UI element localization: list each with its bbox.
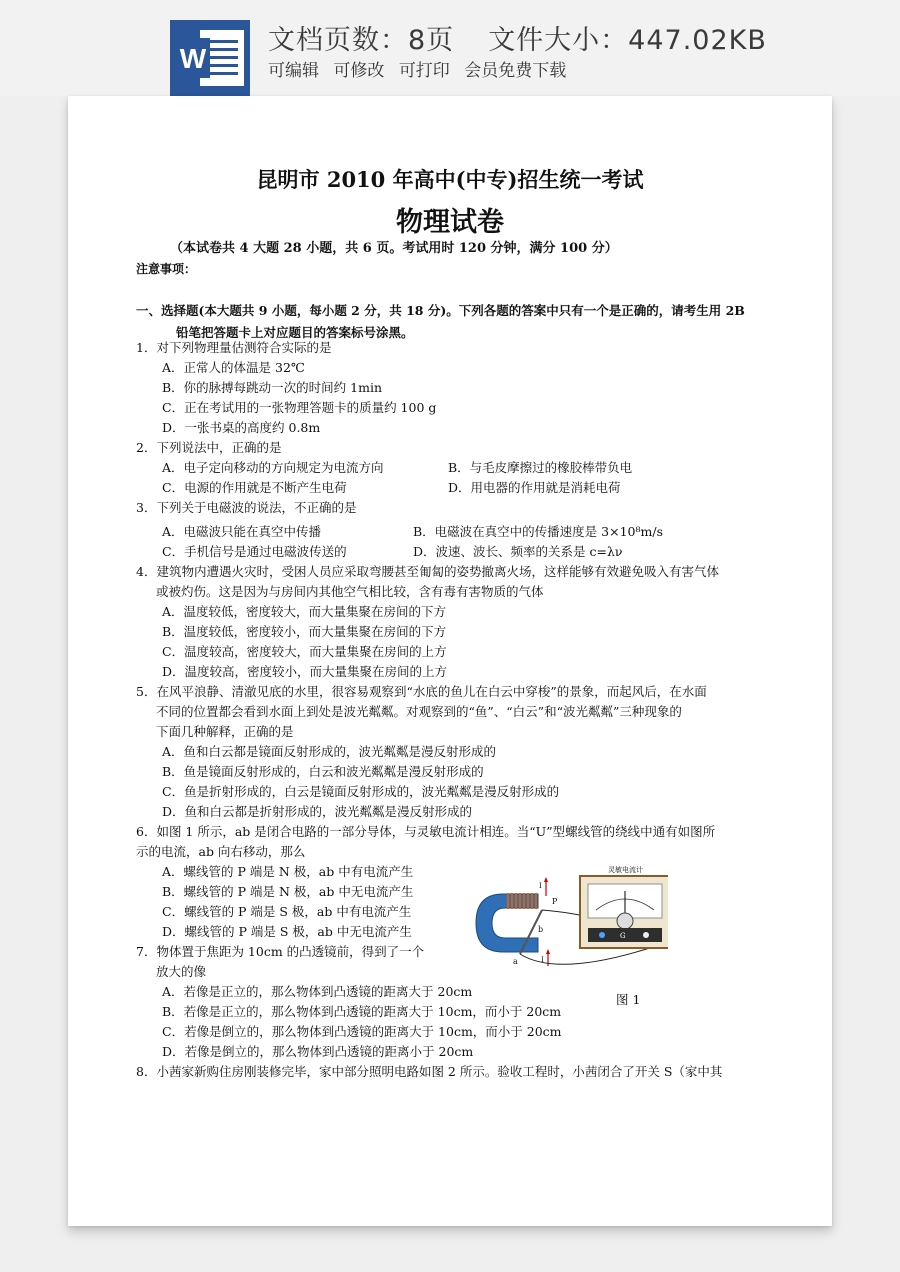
q8-stem: 8．小茜家新购住房刚装修完毕，家中部分照明电路如图 2 所示。验收工程时，小茜闭合了开关 S（家中其: [136, 1064, 723, 1079]
file-size: 文件大小：447.02KB: [488, 25, 767, 56]
header-banner: [0, 0, 900, 96]
q2-option-c: C．电源的作用就是不断产生电荷: [162, 480, 347, 495]
label-i-top: I: [539, 882, 542, 890]
q1-stem: 1．对下列物理量估测符合实际的是: [136, 340, 332, 355]
q7-stem: 7．物体置于焦距为 10cm 的凸透镜前，得到了一个: [136, 944, 425, 959]
q7-option-d: D．若像是倒立的，那么物体到凸透镜的距离小于 20cm: [162, 1044, 474, 1059]
q5-stem-cont: 不同的位置都会看到水面上到处是波光粼粼。对观察到的“鱼”、“白云”和“波光粼粼”三种现象的: [156, 704, 682, 719]
q7-option-c: C．若像是倒立的，那么物体到凸透镜的距离大于 10cm，而小于 20cm: [162, 1024, 562, 1039]
label-i-bottom: I: [541, 956, 544, 964]
doc-info: [268, 18, 767, 57]
q7-stem-cont: 放大的像: [156, 964, 207, 979]
feature-editable: 可编辑: [268, 61, 319, 81]
q5-option-b: B．鱼是镜面反射形成的，白云和波光粼粼是漫反射形成的: [162, 764, 484, 779]
q4-option-d: D．温度较高，密度较小，而大量集聚在房间的上方: [162, 664, 448, 679]
q1-option-c: C．正在考试用的一张物理答题卡的质量约 100 g: [162, 400, 437, 415]
label-a: a: [513, 957, 518, 966]
q4-stem: 4．建筑物内遭遇火灾时，受困人员应采取弯腰甚至匍匐的姿势撤离火场，这样能够有效避免吸入有害气体: [136, 564, 719, 579]
label-g: G: [620, 932, 626, 940]
feature-modifiable: 可修改: [333, 61, 385, 81]
page-count: 文档页数：8页: [268, 25, 455, 56]
q6-option-b: B．螺线管的 P 端是 N 极，ab 中无电流产生: [162, 884, 414, 899]
q6-stem-cont: 示的电流，ab 向右移动，那么: [136, 844, 306, 859]
q5-option-a: A．鱼和白云都是镜面反射形成的，波光粼粼是漫反射形成的: [162, 744, 497, 759]
q3-option-d: D．波速、波长、频率的关系是 c=λν: [413, 544, 623, 559]
q1-option-b: B．你的脉搏每跳动一次的时间约 1min: [162, 380, 383, 395]
feature-printable: 可打印: [398, 61, 450, 81]
q3-option-c: C．手机信号是通过电磁波传送的: [162, 544, 347, 559]
figure-1-diagram: [468, 866, 668, 981]
q4-option-a: A．温度较低，密度较大，而大量集聚在房间的下方: [162, 604, 447, 619]
q5-option-c: C．鱼是折射形成的，白云是镜面反射形成的，波光粼粼是漫反射形成的: [162, 784, 560, 799]
exam-subtitle: （本试卷共 4 大题 28 小题，共 6 页。考试用时 120 分钟，满分 100 分）: [170, 241, 618, 256]
figure-1-caption: 图 1: [616, 992, 641, 1007]
q2-option-b: B．与毛皮摩擦过的橡胶棒带负电: [448, 460, 633, 475]
feature-member-download[interactable]: 会员免费下载: [464, 61, 567, 81]
q6-option-c: C．螺线管的 P 端是 S 极，ab 中有电流产生: [162, 904, 412, 919]
q1-option-a: A．正常人的体温是 32℃: [162, 360, 305, 375]
q7-option-b: B．若像是正立的，那么物体到凸透镜的距离大于 10cm，而小于 20cm: [162, 1004, 562, 1019]
meter-title: 灵敏电流计: [608, 866, 643, 874]
label-b: b: [538, 925, 544, 934]
q5-stem: 5．在风平浪静、清澈见底的水里，很容易观察到“水底的鱼儿在白云中穿梭”的景象，而起风后，在水面: [136, 684, 707, 699]
q6-option-a: A．螺线管的 P 端是 N 极，ab 中有电流产生: [162, 864, 414, 879]
q2-option-a: A．电子定向移动的方向规定为电流方向: [162, 460, 384, 475]
q3-option-b: B．电磁波在真空中的传播速度是 3×10⁸m/s: [413, 524, 663, 539]
exam-subject: 物理试卷: [396, 207, 504, 238]
notice-heading: 注意事项：: [136, 262, 197, 276]
q4-option-c: C．温度较高，密度较大，而大量集聚在房间的上方: [162, 644, 447, 659]
section-heading-cont: 铅笔把答题卡上对应题目的答案标号涂黑。: [176, 325, 414, 340]
q4-option-b: B．温度较低，密度较小，而大量集聚在房间的下方: [162, 624, 447, 639]
doc-features: [268, 56, 575, 81]
svg-text:W: W: [179, 43, 207, 74]
q6-stem: 6．如图 1 所示，ab 是闭合电路的一部分导体，与灵敏电流计相连。当“U”型螺线管的绕线中通有如图所: [136, 824, 716, 839]
q5-option-d: D．鱼和白云都是折射形成的，波光粼粼是漫反射形成的: [162, 804, 473, 819]
q1-option-d: D．一张书桌的高度约 0.8m: [162, 420, 321, 435]
word-document-icon: [170, 20, 250, 96]
q3-stem: 3．下列关于电磁波的说法，不正确的是: [136, 500, 357, 515]
exam-title: 昆明市 2010 年高中(中专)招生统一考试: [256, 167, 644, 192]
label-p: P: [552, 897, 558, 906]
q2-option-d: D．用电器的作用就是消耗电荷: [448, 480, 621, 495]
section-heading: 一、选择题(本大题共 9 小题，每小题 2 分，共 18 分)。下列各题的答案中只有一个是正确的，请考生用 2B: [136, 303, 745, 318]
q6-option-d: D．螺线管的 P 端是 S 极，ab 中无电流产生: [162, 924, 412, 939]
q2-stem: 2．下列说法中，正确的是: [136, 440, 282, 455]
document-page: [68, 96, 832, 1226]
q4-stem-cont: 或被灼伤。这是因为与房间内其他空气相比较，含有毒有害物质的气体: [156, 584, 544, 599]
q5-stem-cont2: 下面几种解释，正确的是: [156, 724, 294, 739]
q3-option-a: A．电磁波只能在真空中传播: [162, 524, 322, 539]
q7-option-a: A．若像是正立的，那么物体到凸透镜的距离大于 20cm: [162, 984, 473, 999]
